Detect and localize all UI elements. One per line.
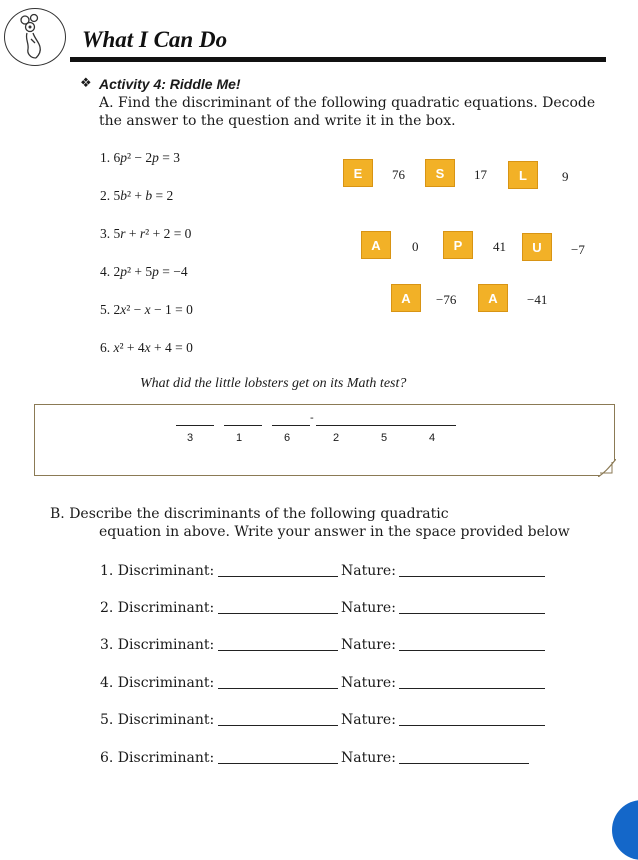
code-tile-a: A <box>478 284 508 312</box>
nature-label: Nature: <box>341 600 396 616</box>
discriminant-label: 4. Discriminant: <box>100 675 215 691</box>
answer-blank-3[interactable] <box>272 425 310 426</box>
equation-expression: x² + 4x + 4 = 0 <box>113 340 193 355</box>
answer-blank-2[interactable] <box>224 425 262 426</box>
blank-number: 4 <box>428 432 436 444</box>
nature-blank[interactable] <box>399 576 545 577</box>
discriminant-blank[interactable] <box>218 576 338 577</box>
equation-1 <box>100 150 180 166</box>
discriminant-row <box>100 675 214 691</box>
code-tile-l: L <box>508 161 538 189</box>
blank-number: 3 <box>186 432 194 444</box>
code-value: −76 <box>436 292 457 307</box>
code-value: −7 <box>571 242 585 257</box>
equation-expression: 6p² − 2p = 3 <box>113 150 181 165</box>
code-value: 0 <box>412 239 419 254</box>
equation-2 <box>100 188 173 204</box>
equation-number: 6. <box>100 340 111 355</box>
code-tile-p: P <box>443 231 473 259</box>
riddle-question: What did the little lobsters get on its Math test? <box>140 376 407 391</box>
blank-number: 1 <box>235 432 243 444</box>
discriminant-label: 3. Discriminant: <box>100 637 215 653</box>
part-b-heading: B. Describe the discriminants of the following quadratic <box>50 506 449 522</box>
nature-label: Nature: <box>341 563 396 579</box>
code-tile-a: A <box>391 284 421 312</box>
equation-number: 4. <box>100 264 111 279</box>
answer-blank-4[interactable] <box>316 425 456 426</box>
part-b-instruction: equation in above. Write your answer in the space provided below <box>99 524 570 540</box>
discriminant-label: 5. Discriminant: <box>100 712 215 728</box>
equation-number: 3. <box>100 226 111 241</box>
discriminant-blank[interactable] <box>218 650 338 651</box>
nature-blank[interactable] <box>399 725 545 726</box>
diamond-bullet-icon: ❖ <box>80 76 92 91</box>
hyphen-mark: - <box>310 411 314 424</box>
nature-label: Nature: <box>341 712 396 728</box>
equation-5 <box>100 302 193 318</box>
equation-expression: 2p² + 5p = −4 <box>113 264 188 279</box>
code-value: 9 <box>562 169 569 184</box>
page-title: What I Can Do <box>82 27 228 52</box>
corner-decoration <box>612 800 638 860</box>
activity-title: Activity 4: Riddle Me! <box>99 76 241 92</box>
discriminant-row <box>100 637 214 653</box>
nature-label: Nature: <box>341 637 396 653</box>
hand-gears-icon <box>5 9 65 65</box>
equation-expression: 5r + r² + 2 = 0 <box>113 226 192 241</box>
code-value: 76 <box>392 167 405 182</box>
equation-expression: 5b² + b = 2 <box>113 188 174 203</box>
equation-number: 1. <box>100 150 111 165</box>
discriminant-label: 2. Discriminant: <box>100 600 215 616</box>
discriminant-label: 6. Discriminant: <box>100 750 215 766</box>
discriminant-row <box>100 712 214 728</box>
activity-instruction: A. Find the discriminant of the following quadratic equations. Decode the answer to the question and write it in the box. <box>99 95 596 129</box>
equation-6 <box>100 340 193 356</box>
nature-label: Nature: <box>341 675 396 691</box>
nature-blank[interactable] <box>399 650 545 651</box>
code-value: 41 <box>493 239 506 254</box>
discriminant-row <box>100 563 214 579</box>
page-curl-icon <box>598 459 616 477</box>
code-tile-a: A <box>361 231 391 259</box>
nature-label: Nature: <box>341 750 396 766</box>
blank-number: 5 <box>380 432 388 444</box>
nature-blank[interactable] <box>399 613 545 614</box>
equation-number: 2. <box>100 188 111 203</box>
discriminant-blank[interactable] <box>218 763 338 764</box>
blank-number: 2 <box>332 432 340 444</box>
equation-number: 5. <box>100 302 111 317</box>
code-value: 17 <box>474 167 487 182</box>
discriminant-blank[interactable] <box>218 613 338 614</box>
discriminant-row <box>100 600 214 616</box>
equation-expression: 2x² − x − 1 = 0 <box>113 302 193 317</box>
blank-number: 6 <box>283 432 291 444</box>
answer-box <box>34 404 615 476</box>
nature-blank[interactable] <box>399 688 545 689</box>
title-divider <box>70 57 606 62</box>
equation-3 <box>100 226 191 242</box>
lesson-logo <box>4 8 66 66</box>
discriminant-label: 1. Discriminant: <box>100 563 215 579</box>
discriminant-blank[interactable] <box>218 688 338 689</box>
code-tile-e: E <box>343 159 373 187</box>
answer-blank-1[interactable] <box>176 425 214 426</box>
nature-blank[interactable] <box>399 763 529 764</box>
code-tile-s: S <box>425 159 455 187</box>
discriminant-blank[interactable] <box>218 725 338 726</box>
code-value: −41 <box>527 292 548 307</box>
equation-4 <box>100 264 188 280</box>
code-tile-u: U <box>522 233 552 261</box>
discriminant-row <box>100 750 214 766</box>
